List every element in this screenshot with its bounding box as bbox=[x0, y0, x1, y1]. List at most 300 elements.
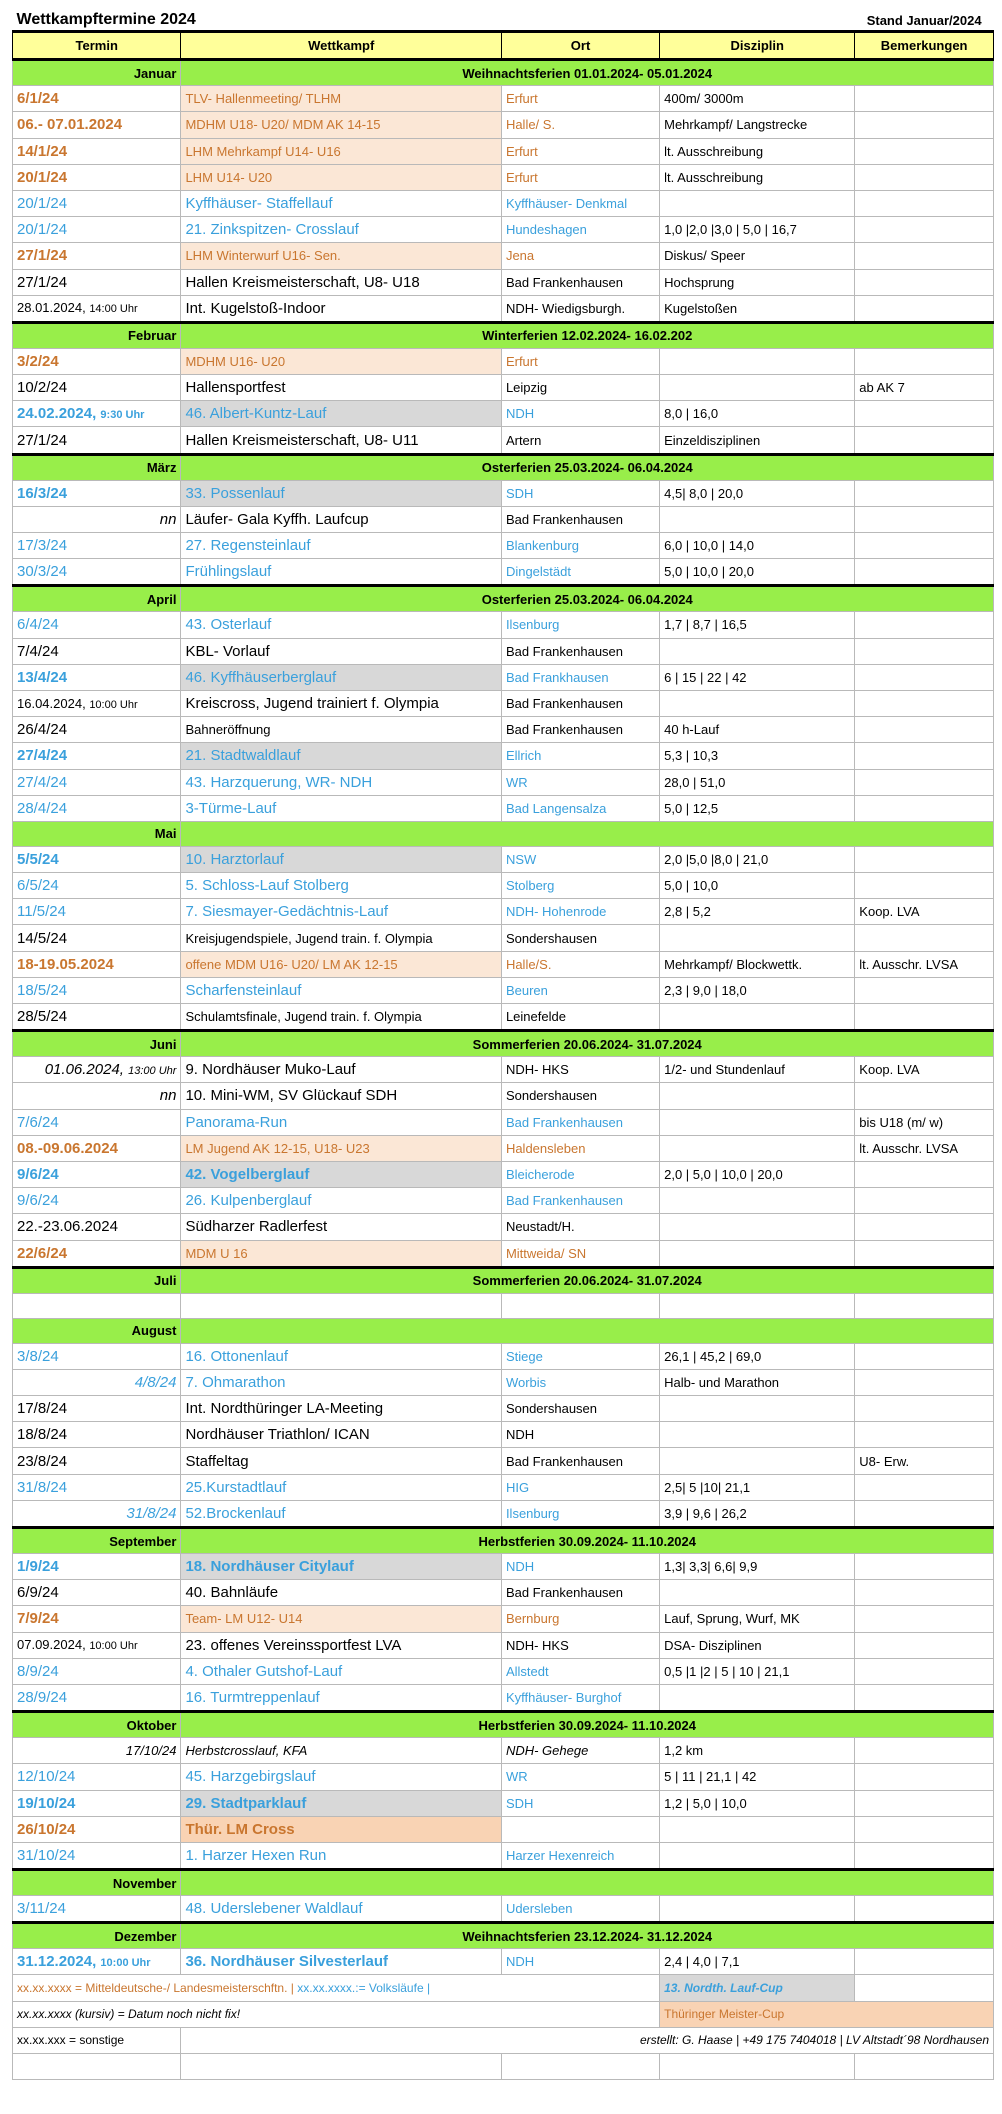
termin-cell bbox=[13, 977, 181, 1003]
event-row bbox=[13, 977, 994, 1003]
disziplin-cell: Lauf, Sprung, Wurf, MK bbox=[660, 1606, 855, 1632]
disziplin-cell: 1,2 | 5,0 | 10,0 bbox=[660, 1790, 855, 1816]
title-row bbox=[13, 10, 994, 32]
bemerkungen-cell bbox=[855, 1606, 994, 1632]
wettkampf-cell: 18. Nordhäuser Citylauf bbox=[181, 1554, 501, 1580]
ort-cell: Mittweida/ SN bbox=[501, 1240, 659, 1267]
legend-row bbox=[13, 1975, 994, 2001]
termin-date: 01.06.2024, bbox=[44, 1061, 124, 1079]
event-row bbox=[13, 846, 994, 872]
event-row bbox=[13, 1109, 994, 1135]
wettkampf-cell: 9. Nordhäuser Muko-Lauf bbox=[181, 1057, 501, 1083]
termin-date: 6/1/24 bbox=[17, 90, 59, 108]
termin-date: 20/1/24 bbox=[17, 221, 68, 239]
event-row bbox=[13, 1369, 994, 1395]
bemerkungen-cell: Koop. LVA bbox=[855, 899, 994, 925]
bemerkungen-cell bbox=[855, 243, 994, 269]
termin-date: 3/8/24 bbox=[17, 1347, 59, 1365]
bemerkungen-cell bbox=[855, 269, 994, 295]
disziplin-cell bbox=[660, 1188, 855, 1214]
bemerkungen-cell bbox=[855, 348, 994, 374]
month-label: Juli bbox=[13, 1267, 181, 1293]
event-row bbox=[13, 164, 994, 190]
bemerkungen-cell bbox=[855, 925, 994, 951]
event-row bbox=[13, 401, 994, 427]
termin-date: 16.04.2024, bbox=[17, 695, 86, 711]
termin-cell bbox=[13, 1790, 181, 1816]
bemerkungen-cell bbox=[855, 164, 994, 190]
termin-cell bbox=[13, 873, 181, 899]
termin-date: 7/6/24 bbox=[17, 1113, 59, 1131]
wettkampf-cell: LM Jugend AK 12-15, U18- U23 bbox=[181, 1135, 501, 1161]
termin-cell bbox=[13, 951, 181, 977]
event-row bbox=[13, 533, 994, 559]
ort-cell: Bad Frankenhausen bbox=[501, 690, 659, 716]
event-row bbox=[13, 899, 994, 925]
event-row bbox=[13, 243, 994, 269]
sheet-title: Wettkampftermine 2024 bbox=[16, 11, 196, 28]
disziplin-cell bbox=[660, 1580, 855, 1606]
event-row bbox=[13, 1842, 994, 1869]
bemerkungen-cell bbox=[855, 638, 994, 664]
ort-cell: Bad Frankenhausen bbox=[501, 638, 659, 664]
ort-cell: Kyffhäuser- Denkmal bbox=[501, 190, 659, 216]
holiday-label bbox=[181, 1318, 994, 1343]
wettkampf-cell: Team- LM U12- U14 bbox=[181, 1606, 501, 1632]
termin-cell bbox=[13, 427, 181, 454]
wettkampf-cell: 29. Stadtparklauf bbox=[181, 1790, 501, 1816]
event-row bbox=[13, 1738, 994, 1764]
termin-time: 10:00 Uhr bbox=[89, 1640, 138, 1653]
ort-cell: NDH bbox=[501, 401, 659, 427]
termin-cell bbox=[13, 1658, 181, 1684]
ort-cell: Erfurt bbox=[501, 164, 659, 190]
disziplin-cell bbox=[660, 1004, 855, 1031]
legend-credit: erstellt: G. Haase | +49 175 7404018 | LV Altstadt´98 Nordhausen bbox=[181, 2027, 994, 2053]
termin-cell bbox=[13, 846, 181, 872]
wettkampf-cell: 48. Uderslebener Waldlauf bbox=[181, 1896, 501, 1923]
holiday-label: Sommerferien 20.06.2024- 31.07.2024 bbox=[181, 1031, 994, 1057]
month-label: Oktober bbox=[13, 1712, 181, 1738]
event-row bbox=[13, 951, 994, 977]
legend-lm: xx.xx.xxxx = Mitteldeutsche-/ Landesmeisterschftn. | bbox=[17, 1981, 294, 1996]
bemerkungen-cell: bis U18 (m/ w) bbox=[855, 1109, 994, 1135]
ort-cell: Halle/S. bbox=[501, 951, 659, 977]
ort-cell: NDH bbox=[501, 1554, 659, 1580]
termin-cell bbox=[13, 1500, 181, 1527]
termin-date: 22/6/24 bbox=[17, 1244, 68, 1262]
month-label: Juni bbox=[13, 1031, 181, 1057]
disziplin-cell: 5,3 | 10,3 bbox=[660, 743, 855, 769]
event-row bbox=[13, 1396, 994, 1422]
termin-cell bbox=[13, 1293, 181, 1318]
termin-cell bbox=[13, 1083, 181, 1109]
disziplin-cell bbox=[660, 1240, 855, 1267]
termin-cell bbox=[13, 1764, 181, 1790]
disziplin-cell bbox=[660, 348, 855, 374]
termin-date: 9/6/24 bbox=[17, 1166, 59, 1184]
ort-cell: Artern bbox=[501, 427, 659, 454]
disziplin-cell: 8,0 | 16,0 bbox=[660, 401, 855, 427]
bemerkungen-cell bbox=[855, 506, 994, 532]
month-row bbox=[13, 60, 994, 86]
header-disziplin: Disziplin bbox=[660, 32, 855, 60]
bemerkungen-cell bbox=[855, 217, 994, 243]
disziplin-cell bbox=[660, 1214, 855, 1240]
legend-so: xx.xx.xxx = sonstige bbox=[13, 2027, 181, 2053]
month-label: Januar bbox=[13, 60, 181, 86]
termin-cell bbox=[13, 1738, 181, 1764]
bemerkungen-cell bbox=[855, 1842, 994, 1869]
event-row bbox=[13, 769, 994, 795]
disziplin-cell bbox=[660, 1816, 855, 1842]
wettkampf-cell: LHM Winterwurf U16- Sen. bbox=[181, 243, 501, 269]
disziplin-cell: 1,2 km bbox=[660, 1738, 855, 1764]
wettkampf-cell: 21. Zinkspitzen- Crosslauf bbox=[181, 217, 501, 243]
wettkampf-cell: Int. Nordthüringer LA-Meeting bbox=[181, 1396, 501, 1422]
event-row bbox=[13, 1606, 994, 1632]
event-row bbox=[13, 1343, 994, 1369]
bemerkungen-cell bbox=[855, 1161, 994, 1187]
bemerkungen-cell: lt. Ausschr. LVSA bbox=[855, 1135, 994, 1161]
ort-cell: Harzer Hexenreich bbox=[501, 1842, 659, 1869]
holiday-label bbox=[181, 821, 994, 846]
termin-date: 14/5/24 bbox=[17, 929, 68, 947]
empty-cell bbox=[13, 2054, 181, 2080]
wettkampf-cell: offene MDM U16- U20/ LM AK 12-15 bbox=[181, 951, 501, 977]
event-row bbox=[13, 795, 994, 821]
bemerkungen-cell bbox=[855, 664, 994, 690]
termin-date: nn bbox=[159, 510, 177, 528]
event-row bbox=[13, 1293, 994, 1318]
ort-cell: Bernburg bbox=[501, 1606, 659, 1632]
wettkampf-cell: Hallen Kreismeisterschaft, U8- U11 bbox=[181, 427, 501, 454]
empty-cell bbox=[181, 2054, 501, 2080]
event-row bbox=[13, 480, 994, 506]
event-row bbox=[13, 612, 994, 638]
holiday-label: Weihnachtsferien 01.01.2024- 05.01.2024 bbox=[181, 60, 994, 86]
event-row bbox=[13, 112, 994, 138]
termin-date: 31/8/24 bbox=[126, 1504, 177, 1522]
ort-cell: Hundeshagen bbox=[501, 217, 659, 243]
termin-cell bbox=[13, 401, 181, 427]
ort-cell: Sondershausen bbox=[501, 925, 659, 951]
empty-cell bbox=[501, 2054, 659, 2080]
termin-date: 23/8/24 bbox=[17, 1452, 68, 1470]
wettkampf-cell: Frühlingslauf bbox=[181, 559, 501, 586]
bemerkungen-cell bbox=[855, 1816, 994, 1842]
termin-time: 10:00 Uhr bbox=[89, 698, 138, 711]
termin-date: 17/8/24 bbox=[17, 1400, 68, 1418]
wettkampf-cell: Scharfensteinlauf bbox=[181, 977, 501, 1003]
disziplin-cell bbox=[660, 1109, 855, 1135]
holiday-label: Herbstferien 30.09.2024- 11.10.2024 bbox=[181, 1712, 994, 1738]
bemerkungen-cell bbox=[855, 480, 994, 506]
event-row bbox=[13, 375, 994, 401]
wettkampf-cell: 43. Harzquerung, WR- NDH bbox=[181, 769, 501, 795]
termin-cell bbox=[13, 506, 181, 532]
ort-cell: Stiege bbox=[501, 1343, 659, 1369]
bemerkungen-cell bbox=[855, 533, 994, 559]
month-row bbox=[13, 1712, 994, 1738]
termin-date: 17/3/24 bbox=[17, 537, 68, 555]
ort-cell: Jena bbox=[501, 243, 659, 269]
bemerkungen-cell bbox=[855, 769, 994, 795]
termin-date: 6/4/24 bbox=[17, 616, 59, 634]
disziplin-cell bbox=[660, 1842, 855, 1869]
wettkampf-cell: 26. Kulpenberglauf bbox=[181, 1188, 501, 1214]
termin-cell bbox=[13, 243, 181, 269]
ort-cell: Neustadt/H. bbox=[501, 1214, 659, 1240]
month-row bbox=[13, 1031, 994, 1057]
ort-cell: Erfurt bbox=[501, 348, 659, 374]
ort-cell: Bad Frankenhausen bbox=[501, 1188, 659, 1214]
termin-cell bbox=[13, 1554, 181, 1580]
wettkampf-cell: Hallen Kreismeisterschaft, U8- U18 bbox=[181, 269, 501, 295]
disziplin-cell bbox=[660, 1083, 855, 1109]
ort-cell: NDH- HKS bbox=[501, 1632, 659, 1658]
disziplin-cell: 3,9 | 9,6 | 26,2 bbox=[660, 1500, 855, 1527]
termin-cell bbox=[13, 1816, 181, 1842]
legend-row bbox=[13, 2027, 994, 2053]
termin-date: 1/9/24 bbox=[17, 1558, 59, 1576]
disziplin-cell bbox=[660, 925, 855, 951]
event-row bbox=[13, 427, 994, 454]
termin-cell bbox=[13, 795, 181, 821]
event-row bbox=[13, 1422, 994, 1448]
month-row bbox=[13, 1528, 994, 1554]
wettkampf-cell: 36. Nordhäuser Silvesterlauf bbox=[181, 1949, 501, 1975]
termin-cell bbox=[13, 533, 181, 559]
event-row bbox=[13, 1474, 994, 1500]
wettkampf-cell: 43. Osterlauf bbox=[181, 612, 501, 638]
disziplin-cell: Einzeldisziplinen bbox=[660, 427, 855, 454]
wettkampf-cell: 5. Schloss-Lauf Stolberg bbox=[181, 873, 501, 899]
bemerkungen-cell bbox=[855, 138, 994, 164]
bemerkungen-cell bbox=[855, 1369, 994, 1395]
header-wettkampf: Wettkampf bbox=[181, 32, 501, 60]
termin-date: 18/5/24 bbox=[17, 981, 68, 999]
termin-date: 18-19.05.2024 bbox=[17, 955, 114, 973]
ort-cell: Beuren bbox=[501, 977, 659, 1003]
stand-label: Stand Januar/2024 bbox=[866, 12, 982, 28]
disziplin-cell bbox=[660, 190, 855, 216]
disziplin-cell: 6 | 15 | 22 | 42 bbox=[660, 664, 855, 690]
bemerkungen-cell bbox=[855, 1764, 994, 1790]
disziplin-cell bbox=[660, 375, 855, 401]
disziplin-cell: Mehrkampf/ Blockwettk. bbox=[660, 951, 855, 977]
legend-cup: 13. Nordth. Lauf-Cup bbox=[660, 1975, 855, 2001]
wettkampf-cell bbox=[181, 1293, 501, 1318]
event-row bbox=[13, 1004, 994, 1031]
bemerkungen-cell bbox=[855, 690, 994, 716]
bemerkungen-cell bbox=[855, 1083, 994, 1109]
disziplin-cell bbox=[660, 638, 855, 664]
empty-cell bbox=[855, 2054, 994, 2080]
event-row bbox=[13, 925, 994, 951]
ort-cell: Ilsenburg bbox=[501, 1500, 659, 1527]
disziplin-cell bbox=[660, 1896, 855, 1923]
event-row bbox=[13, 743, 994, 769]
termin-cell bbox=[13, 1057, 181, 1083]
termin-cell bbox=[13, 664, 181, 690]
disziplin-cell: Halb- und Marathon bbox=[660, 1369, 855, 1395]
termin-cell bbox=[13, 375, 181, 401]
event-row bbox=[13, 873, 994, 899]
termin-date: 7/4/24 bbox=[17, 642, 59, 660]
ort-cell: Bad Frankenhausen bbox=[501, 1580, 659, 1606]
termin-date: 8/9/24 bbox=[17, 1662, 59, 1680]
termin-date: 6/9/24 bbox=[17, 1584, 59, 1602]
termin-cell bbox=[13, 559, 181, 586]
header-ort: Ort bbox=[501, 32, 659, 60]
ort-cell: Bad Frankhausen bbox=[501, 664, 659, 690]
empty-row bbox=[13, 2054, 994, 2080]
wettkampf-cell: MDM U 16 bbox=[181, 1240, 501, 1267]
disziplin-cell: 1,0 |2,0 |3,0 | 5,0 | 16,7 bbox=[660, 217, 855, 243]
termin-cell bbox=[13, 1343, 181, 1369]
bemerkungen-cell: ab AK 7 bbox=[855, 375, 994, 401]
termin-date: nn bbox=[159, 1087, 177, 1105]
bemerkungen-cell bbox=[855, 1632, 994, 1658]
ort-cell: WR bbox=[501, 1764, 659, 1790]
bemerkungen-cell bbox=[855, 1500, 994, 1527]
empty-cell bbox=[660, 2054, 855, 2080]
ort-cell: NDH- Gehege bbox=[501, 1738, 659, 1764]
bemerkungen-cell bbox=[855, 1684, 994, 1711]
termin-date: 27/1/24 bbox=[17, 431, 68, 449]
disziplin-cell: 2,5| 5 |10| 21,1 bbox=[660, 1474, 855, 1500]
disziplin-cell: lt. Ausschreibung bbox=[660, 138, 855, 164]
disziplin-cell bbox=[660, 1422, 855, 1448]
month-row bbox=[13, 821, 994, 846]
termin-date: 28.01.2024, bbox=[17, 300, 86, 316]
bemerkungen-cell bbox=[855, 1658, 994, 1684]
disziplin-cell bbox=[660, 506, 855, 532]
competition-table bbox=[12, 10, 994, 2080]
wettkampf-cell: MDHM U16- U20 bbox=[181, 348, 501, 374]
disziplin-cell: 28,0 | 51,0 bbox=[660, 769, 855, 795]
disziplin-cell: 5,0 | 10,0 | 20,0 bbox=[660, 559, 855, 586]
termin-cell bbox=[13, 925, 181, 951]
termin-date: 16/3/24 bbox=[17, 484, 68, 502]
termin-cell bbox=[13, 1448, 181, 1474]
ort-cell: Kyffhäuser- Burghof bbox=[501, 1684, 659, 1711]
bemerkungen-cell: lt. Ausschr. LVSA bbox=[855, 951, 994, 977]
bemerkungen-cell bbox=[855, 1474, 994, 1500]
ort-cell: Worbis bbox=[501, 1369, 659, 1395]
bemerkungen-cell: Koop. LVA bbox=[855, 1057, 994, 1083]
termin-cell bbox=[13, 1842, 181, 1869]
ort-cell: Leipzig bbox=[501, 375, 659, 401]
event-row bbox=[13, 1188, 994, 1214]
disziplin-cell bbox=[660, 1396, 855, 1422]
termin-cell bbox=[13, 217, 181, 243]
bemerkungen-cell bbox=[855, 559, 994, 586]
termin-cell bbox=[13, 1161, 181, 1187]
termin-cell bbox=[13, 1109, 181, 1135]
bemerkungen-cell bbox=[855, 427, 994, 454]
termin-date: 24.02.2024, bbox=[17, 405, 97, 423]
termin-date: 12/10/24 bbox=[17, 1768, 76, 1786]
disziplin-cell bbox=[660, 1448, 855, 1474]
event-row bbox=[13, 1161, 994, 1187]
termin-cell bbox=[13, 112, 181, 138]
bemerkungen-cell bbox=[855, 86, 994, 112]
termin-date: 22.-23.06.2024 bbox=[17, 1218, 118, 1236]
ort-cell: Haldensleben bbox=[501, 1135, 659, 1161]
event-row bbox=[13, 1658, 994, 1684]
wettkampf-cell: 21. Stadtwaldlauf bbox=[181, 743, 501, 769]
month-label: März bbox=[13, 454, 181, 480]
event-row bbox=[13, 1135, 994, 1161]
month-label: Februar bbox=[13, 322, 181, 348]
month-row bbox=[13, 454, 994, 480]
termin-time: 14:00 Uhr bbox=[89, 303, 138, 316]
termin-date: 19/10/24 bbox=[17, 1794, 76, 1812]
termin-cell bbox=[13, 269, 181, 295]
event-row bbox=[13, 1500, 994, 1527]
wettkampf-cell: 27. Regensteinlauf bbox=[181, 533, 501, 559]
ort-cell: Sondershausen bbox=[501, 1396, 659, 1422]
wettkampf-cell: 16. Ottonenlauf bbox=[181, 1343, 501, 1369]
termin-cell bbox=[13, 1188, 181, 1214]
disziplin-cell: 2,3 | 9,0 | 18,0 bbox=[660, 977, 855, 1003]
wettkampf-cell: 45. Harzgebirgslauf bbox=[181, 1764, 501, 1790]
wettkampf-cell: Nordhäuser Triathlon/ ICAN bbox=[181, 1422, 501, 1448]
month-row bbox=[13, 1267, 994, 1293]
wettkampf-cell: 4. Othaler Gutshof-Lauf bbox=[181, 1658, 501, 1684]
termin-cell bbox=[13, 164, 181, 190]
termin-cell bbox=[13, 1949, 181, 1975]
event-row bbox=[13, 86, 994, 112]
termin-time: 9:30 Uhr bbox=[100, 409, 145, 422]
disziplin-cell: lt. Ausschreibung bbox=[660, 164, 855, 190]
disziplin-cell: 6,0 | 10,0 | 14,0 bbox=[660, 533, 855, 559]
holiday-label: Winterferien 12.02.2024- 16.02.202 bbox=[181, 322, 994, 348]
disziplin-cell: 1/2- und Stundenlauf bbox=[660, 1057, 855, 1083]
disziplin-cell bbox=[660, 1135, 855, 1161]
ort-cell bbox=[501, 1293, 659, 1318]
ort-cell: SDH bbox=[501, 480, 659, 506]
event-row bbox=[13, 217, 994, 243]
bemerkungen-cell bbox=[855, 1896, 994, 1923]
termin-cell bbox=[13, 717, 181, 743]
ort-cell: Halle/ S. bbox=[501, 112, 659, 138]
ort-cell: NDH- HKS bbox=[501, 1057, 659, 1083]
termin-date: 31/10/24 bbox=[17, 1846, 76, 1864]
wettkampf-cell: 1. Harzer Hexen Run bbox=[181, 1842, 501, 1869]
termin-date: 7/9/24 bbox=[17, 1610, 59, 1628]
bemerkungen-cell bbox=[855, 1949, 994, 1975]
disziplin-cell: Mehrkampf/ Langstrecke bbox=[660, 112, 855, 138]
disziplin-cell: 2,4 | 4,0 | 7,1 bbox=[660, 1949, 855, 1975]
month-row bbox=[13, 1870, 994, 1896]
ort-cell: Blankenburg bbox=[501, 533, 659, 559]
termin-cell bbox=[13, 899, 181, 925]
termin-cell bbox=[13, 1422, 181, 1448]
event-row bbox=[13, 1684, 994, 1711]
bemerkungen-cell bbox=[855, 1240, 994, 1267]
termin-date: 27/4/24 bbox=[17, 747, 68, 765]
bemerkungen-cell bbox=[855, 295, 994, 322]
month-label: November bbox=[13, 1870, 181, 1896]
ort-cell: Erfurt bbox=[501, 138, 659, 164]
disziplin-cell: 400m/ 3000m bbox=[660, 86, 855, 112]
wettkampf-cell: 25.Kurstadtlauf bbox=[181, 1474, 501, 1500]
bemerkungen-cell bbox=[855, 1214, 994, 1240]
termin-cell bbox=[13, 1004, 181, 1031]
